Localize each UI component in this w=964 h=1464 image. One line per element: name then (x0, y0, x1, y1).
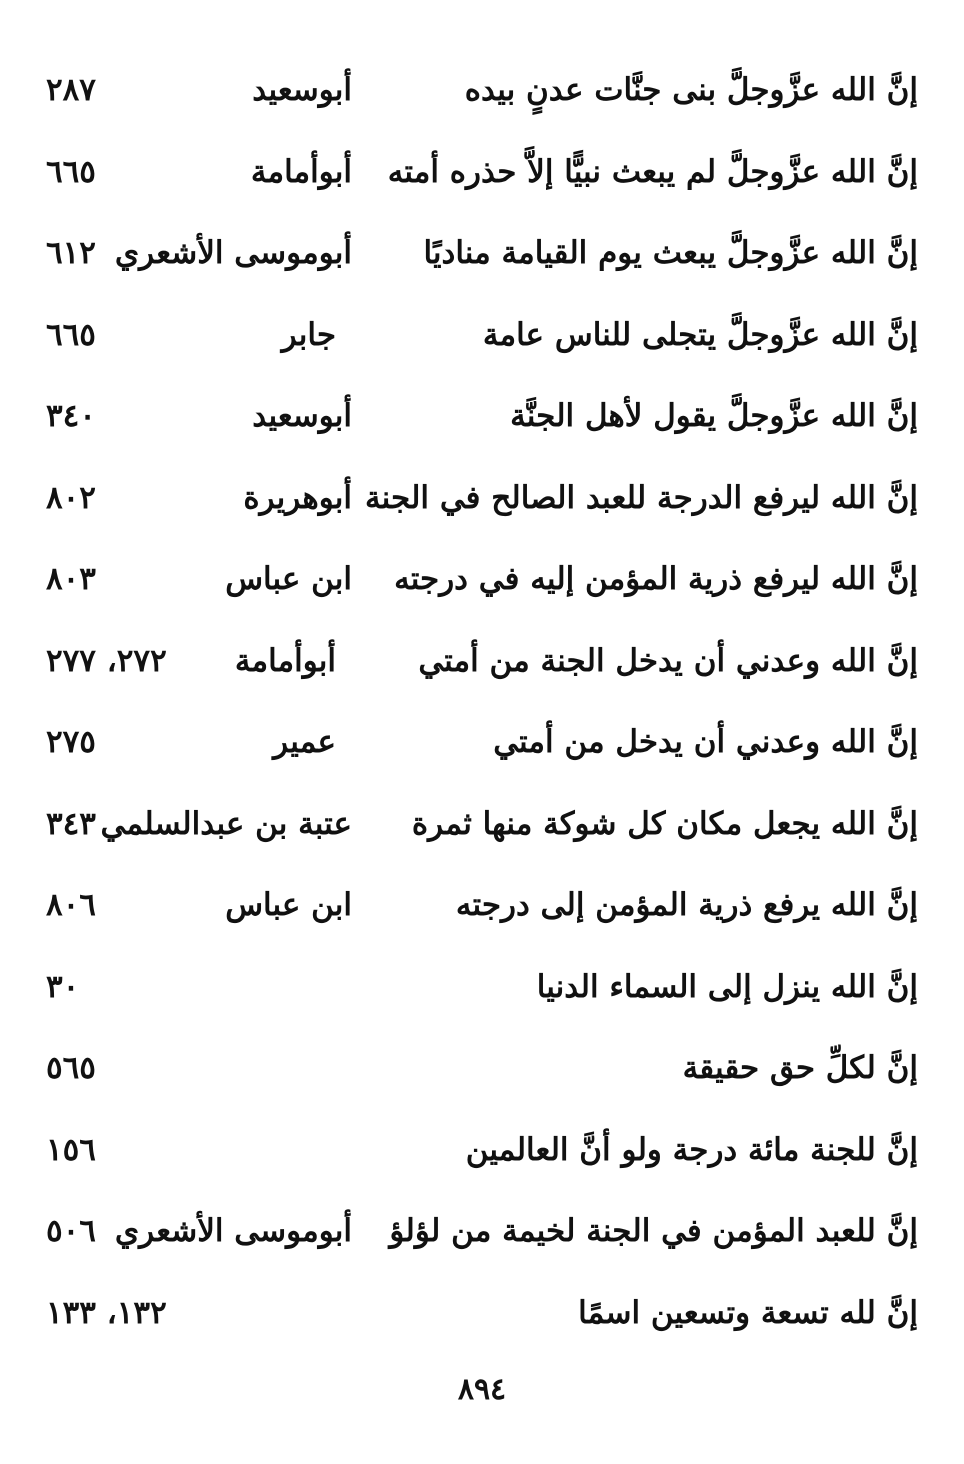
hadith-text: إنَّ الله عزَّوجلَّ يتجلى للناس عامة (482, 316, 918, 353)
page-reference: ٦٦٥ (46, 316, 96, 353)
index-entry (0, 873, 964, 955)
hadith-text: إنَّ للعبد المؤمن في الجنة لخيمة من لؤلؤ (389, 1213, 918, 1249)
page-reference: ٢٧٢، ٢٧٧ (46, 642, 167, 679)
hadith-text: إنَّ الله يجعل مكان كل شوكة منها ثمرة (411, 805, 918, 842)
hadith-text: إنَّ لكلِّ حق حقيقة (682, 1050, 918, 1086)
page-reference: ٨٠٢ (46, 479, 96, 516)
hadith-text: إنَّ الله يرفع ذرية المؤمن إلى درجته (455, 887, 918, 923)
index-entry (0, 384, 964, 466)
hadith-text: إنَّ الله ينزل إلى السماء الدنيا (536, 968, 918, 1005)
page-reference: ٨٠٦ (46, 887, 96, 923)
hadith-text: إنَّ الله عزَّوجلَّ يبعث يوم القيامة مناديًا (423, 235, 918, 271)
narrator-name: أبوأمامة (250, 153, 352, 190)
index-entries (0, 58, 964, 1362)
page-reference: ٨٠٣ (46, 561, 96, 597)
page-reference: ١٣٢، ١٣٣ (46, 1294, 167, 1331)
hadith-text: إنَّ للجنة مائة درجة ولو أنَّ العالمين (465, 1131, 918, 1168)
page-reference: ٢٨٧ (46, 72, 96, 108)
narrator-name: ابن عباس (225, 887, 352, 923)
index-entry (0, 547, 964, 629)
hadith-text: إنَّ لله تسعة وتسعين اسمًا (578, 1294, 918, 1331)
narrator-name: عتبة بن عبدالسلمي (100, 805, 352, 842)
index-entry (0, 466, 964, 548)
narrator-name: عمير (273, 724, 336, 760)
index-entry (0, 221, 964, 303)
page-number: ٨٩٤ (457, 1372, 507, 1407)
index-entry (0, 1199, 964, 1281)
index-entry (0, 1281, 964, 1363)
index-entry (0, 955, 964, 1037)
index-entry (0, 1036, 964, 1118)
narrator-name: أبوسعيد (252, 398, 352, 434)
page-reference: ١٥٦ (46, 1131, 96, 1168)
hadith-text: إنَّ الله وعدني أن يدخل الجنة من أمتي (418, 642, 918, 679)
hadith-text: إنَّ الله ليرفع ذرية المؤمن إليه في درجته (394, 561, 918, 597)
page-reference: ٥٠٦ (46, 1213, 96, 1249)
narrator-name: ابن عباس (225, 561, 352, 597)
page-reference: ٢٧٥ (46, 724, 96, 760)
narrator-name: أبوموسى الأشعري (114, 235, 352, 271)
hadith-text: إنَّ الله ليرفع الدرجة للعبد الصالح في الجنة (364, 479, 918, 516)
index-entry (0, 303, 964, 385)
narrator-name: أبوأمامة (234, 642, 336, 679)
index-entry (0, 140, 964, 222)
index-entry (0, 58, 964, 140)
narrator-name: جابر (281, 316, 336, 353)
page-reference: ٣٠ (46, 968, 80, 1005)
page-reference: ٦١٢ (46, 235, 96, 271)
page-reference: ٦٦٥ (46, 153, 96, 190)
hadith-text: إنَّ الله وعدني أن يدخل من أمتي (493, 724, 918, 760)
index-entry (0, 710, 964, 792)
index-entry (0, 1118, 964, 1200)
page-reference: ٣٤٠ (46, 398, 96, 434)
narrator-name: أبوهريرة (243, 479, 352, 516)
page-reference: ٣٤٣ (46, 805, 96, 842)
hadith-text: إنَّ الله عزَّوجلَّ بنى جنَّات عدنٍ بيده (464, 72, 918, 108)
hadith-text: إنَّ الله عزَّوجلَّ لم يبعث نبيًّا إلاَّ حذره أمته (387, 153, 918, 190)
page-reference: ٥٦٥ (46, 1050, 96, 1086)
index-entry (0, 629, 964, 711)
hadith-text: إنَّ الله عزَّوجلَّ يقول لأهل الجنَّة (510, 398, 918, 434)
narrator-name: أبوموسى الأشعري (114, 1213, 352, 1249)
index-entry (0, 792, 964, 874)
narrator-name: أبوسعيد (252, 72, 352, 108)
